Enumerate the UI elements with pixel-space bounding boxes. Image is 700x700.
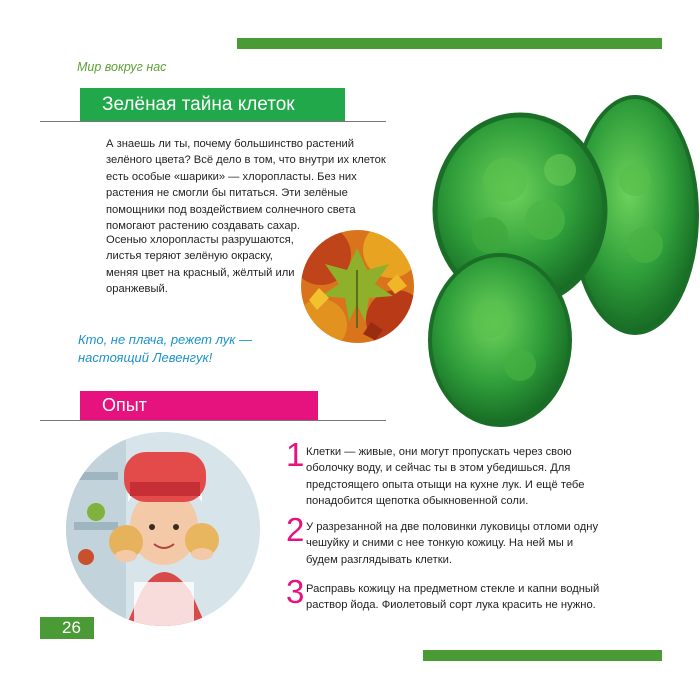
step-2-number: 2	[286, 511, 305, 548]
bottom-decor-bar	[423, 650, 662, 661]
intro-paragraph: А знаешь ли ты, почему большинство растений зелёного цвета? Всё дело в том, что внутри их клеток есть особые «шарики» — хлоропласты. Без них растения не смогли бы питаться. Эти зелёные помощники под воздействием солнечного света помогают растению создавать сахар.	[106, 138, 386, 233]
section-title: Зелёная тайна клеток	[80, 88, 345, 121]
experiment-underline	[40, 420, 386, 421]
step-1-text: Клетки — живые, они могут пропускать через свою оболочку воду, и сейчас ты в этом убедишься. Для предстоящего опыта отыщи на кухне лук. И ещё тебе понадобится щепотка обыкновенной соли.	[306, 446, 585, 508]
step-3-text: Расправь кожицу на предметном стекле и капни водный раствор йода. Фиолетовый сорт лука красить не нужно.	[306, 583, 600, 612]
top-decor-bar	[237, 38, 662, 49]
step-3-number: 3	[286, 573, 305, 610]
quote-text	[78, 331, 278, 367]
autumn-paragraph: Осенью хлоропласты разрушаются, листья теряют зелёную окраску, меняя цвет на красный, жёлтый или оранжевый.	[106, 234, 295, 296]
step-1-number: 1	[286, 436, 305, 473]
quote-line-2: настоящий Левенгук!	[78, 350, 213, 365]
title-underline	[40, 121, 386, 122]
experiment-title: Опыт	[80, 391, 318, 420]
quote-line-1: Кто, не плача, режет лук —	[78, 332, 253, 347]
step-2-text: У разрезанной на две половинки луковицы отломи одну чешуйку и сними с нее тонкую кожицу. На ней мы и будем разглядывать клетки.	[306, 521, 599, 566]
girl-with-onions-image	[66, 432, 260, 626]
autumn-leaves-image	[301, 230, 414, 343]
running-head: Мир вокруг нас	[77, 60, 167, 74]
page-number: 26	[40, 617, 94, 639]
plant-cells-illustration	[420, 70, 700, 440]
